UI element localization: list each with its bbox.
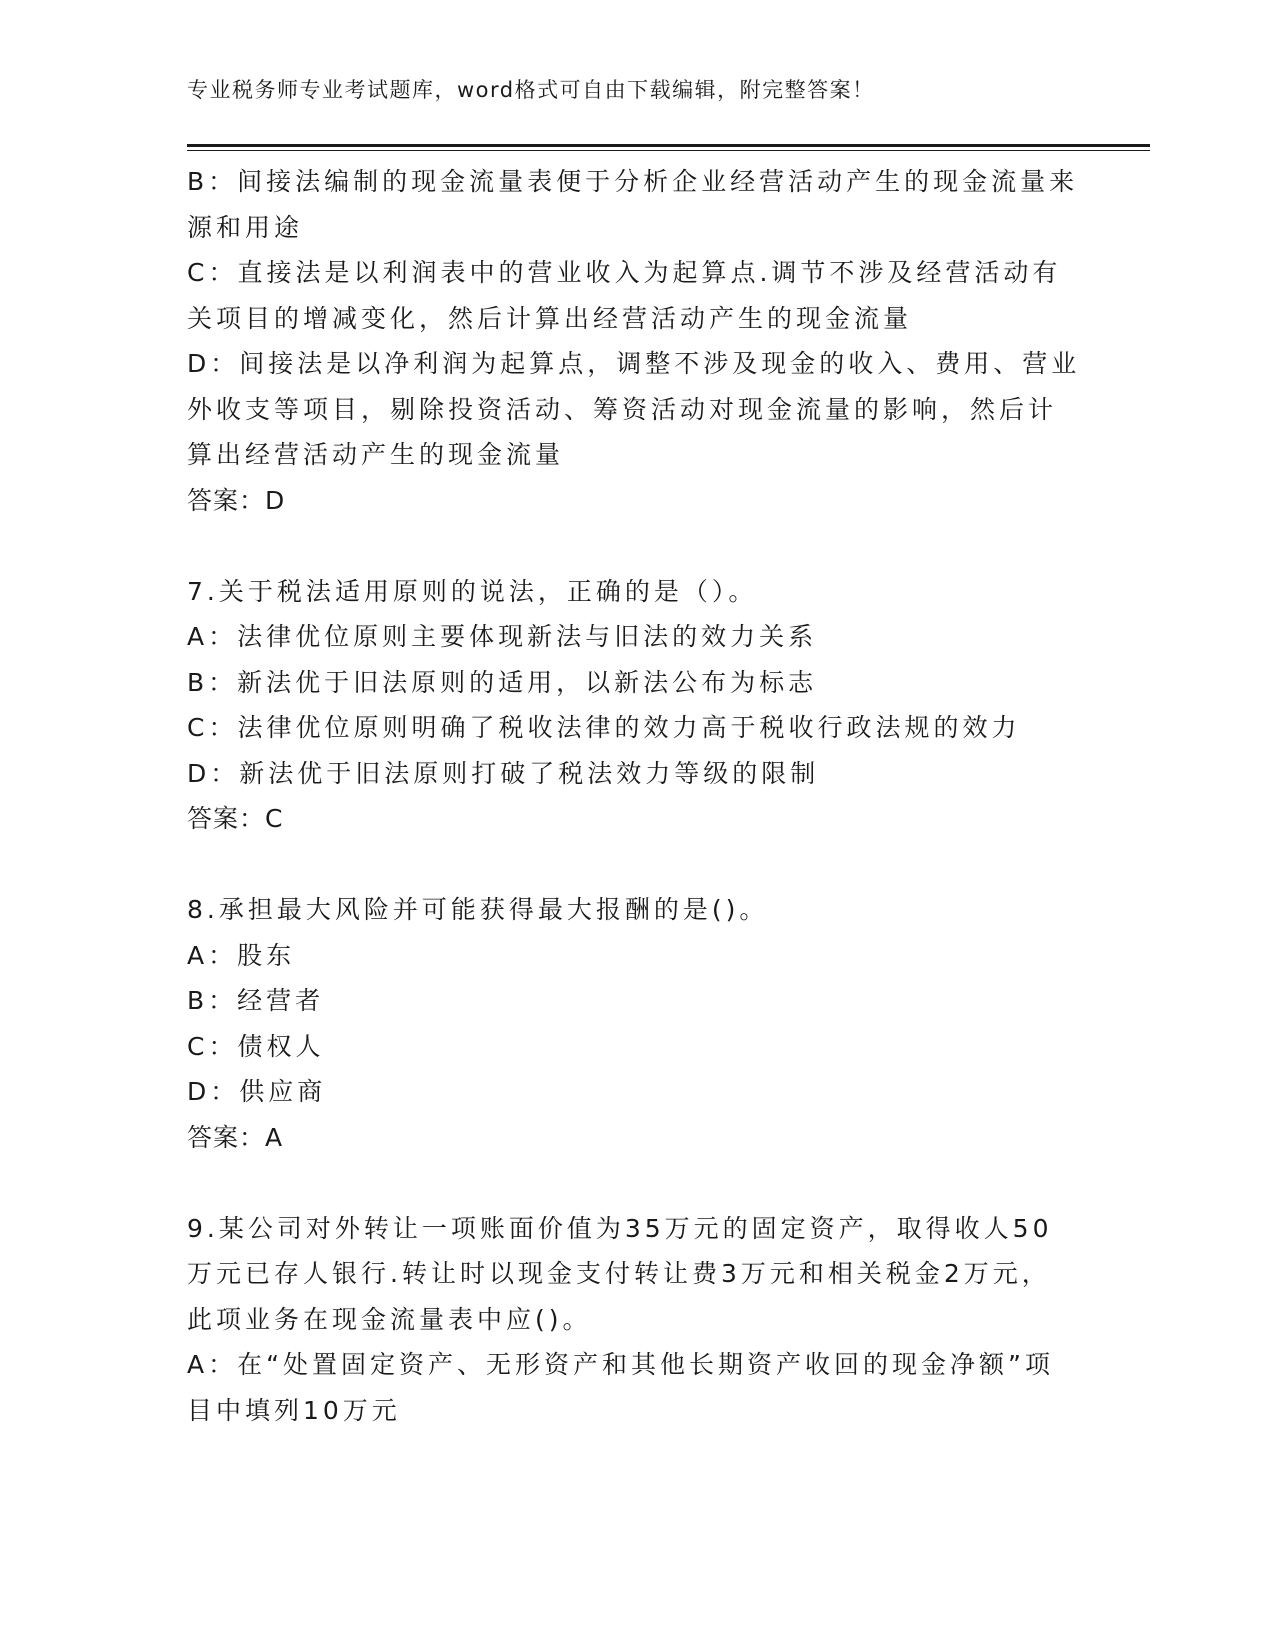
option-c-line-1: C：直接法是以利润表中的营业收入为起算点.调节不涉及经营活动有 (187, 258, 1062, 287)
question-gap (187, 1160, 1067, 1206)
header-rule-thin (187, 150, 1150, 151)
option-b-line-2: 源和用途 (187, 212, 304, 242)
option-b: B：经营者 (187, 986, 325, 1015)
question-stem-line-2: 万元已存人银行.转让时以现金支付转让费3万元和相关税金2万元， (187, 1259, 1051, 1288)
answer-label: 答案：D (187, 485, 286, 515)
option-a-line-1: A：在“处置固定资产、无形资产和其他长期资产收回的现金净额”项 (187, 1350, 1055, 1379)
option-c: C：法律优位原则明确了税收法律的效力高于税收行政法规的效力 (187, 713, 1021, 742)
option-c-line-2: 关项目的增减变化，然后计算出经营活动产生的现金流量 (187, 303, 913, 333)
option-a-line-2: 目中填列10万元 (187, 1395, 401, 1425)
answer-label: 答案：C (187, 804, 284, 833)
option-d: D：新法优于旧法原则打破了税法效力等级的限制 (187, 758, 820, 788)
option-d-line-3: 算出经营活动产生的现金流量 (187, 440, 565, 469)
option-d-line-1: D：间接法是以净利润为起算点，调整不涉及现金的收入、费用、营业 (187, 349, 1081, 378)
question-gap (187, 842, 1067, 888)
option-c: C：债权人 (187, 1031, 325, 1061)
option-d-line-2: 外收支等项目，剔除投资活动、筹资活动对现金流量的影响，然后计 (187, 394, 1058, 424)
option-d: D：供应商 (187, 1077, 327, 1106)
answer-label: 答案：A (187, 1122, 284, 1152)
header-rule-thick (187, 144, 1150, 147)
question-stem: 7.关于税法适用原则的说法，正确的是（）。 (187, 576, 758, 606)
option-a: A：股东 (187, 940, 296, 970)
question-stem: 8.承担最大风险并可能获得最大报酬的是()。 (187, 895, 769, 924)
option-a: A：法律优位原则主要体现新法与旧法的效力关系 (187, 622, 818, 651)
page-header-note: 专业税务师专业考试题库，word格式可自由下载编辑，附完整答案！ (187, 78, 875, 102)
prev-question (187, 159, 1081, 523)
question-gap (187, 523, 1067, 569)
question-7 (187, 569, 1067, 842)
option-b: B：新法优于旧法原则的适用，以新法公布为标志 (187, 667, 818, 697)
question-stem-line-3: 此项业务在现金流量表中应()。 (187, 1304, 592, 1334)
question-stem-line-1: 9.某公司对外转让一项账面价值为35万元的固定资产，取得收人50 (187, 1213, 1053, 1243)
question-8 (187, 887, 1067, 1160)
option-b-line-1: B：间接法编制的现金流量表便于分析企业经营活动产生的现金流量来 (187, 167, 1079, 196)
question-9 (187, 1206, 1067, 1434)
question-content (187, 159, 1081, 1433)
